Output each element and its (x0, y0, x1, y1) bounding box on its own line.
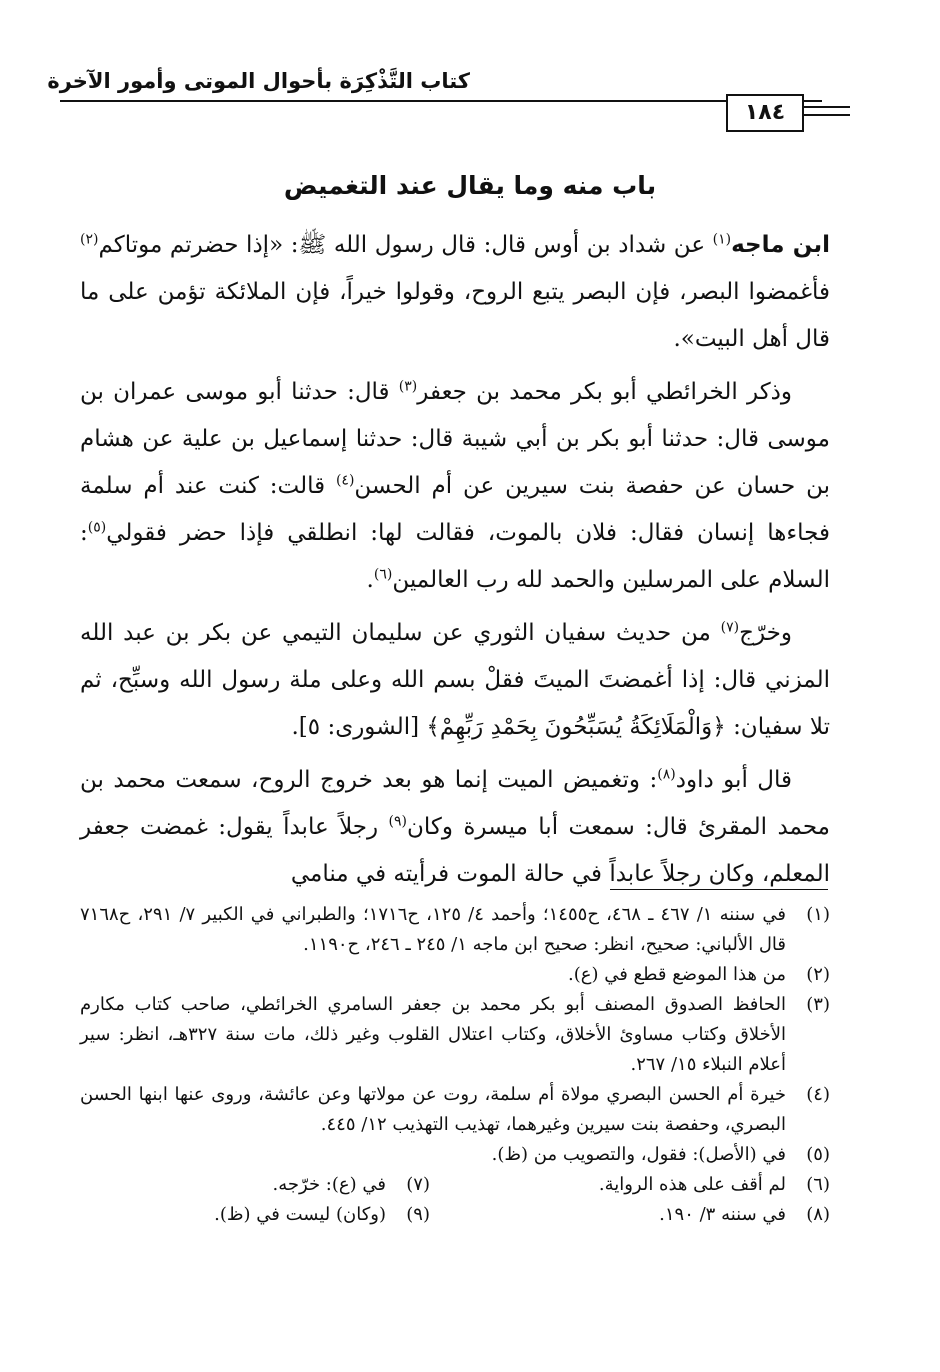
footnote-text: الحافظ الصدوق المصنف أبو بكر محمد بن جعفر السامري الخرائطي، صاحب كتاب مكارم الأخلاق وكتاب مساوئ الأخلاق، وكتاب اعتلال القلوب وغير ذلك، مات سنة ٣٢٧هـ، انظر: سير أعلام النبلاء ١٥/ ٢٦٧. (80, 994, 786, 1075)
footnote-number: (٩) (406, 1204, 430, 1225)
footnote-text: لم أقف على هذه الرواية. (598, 1174, 786, 1195)
footnote-marker: (٤) (335, 472, 355, 489)
paragraph-text: من حديث سفيان الثوري عن سليمان التيمي عن بكر بن عبد الله المزني قال: إذا أغمضتَ الميتَ فقلْ بسم الله وعلى ملة رسول الله وسبِّح، ثم تلا سفيان: ﴿وَالْمَلَائِكَةُ يُسَبِّحُونَ بِحَمْدِ رَبِّهِمْ﴾ [الشورى: ٥]. (80, 620, 830, 740)
footnote-pair-row (80, 1200, 830, 1230)
footnote-number: (٤) (806, 1084, 830, 1105)
header-rule (60, 100, 822, 102)
footnote-number: (٨) (806, 1204, 830, 1225)
paragraph-text: فأغمضوا البصر، فإن البصر يتبع الروح، وقولوا خيراً، فإن الملائكة تؤمن على ما قال أهل البيت». (80, 279, 830, 352)
page-number-ornament-line (802, 106, 850, 108)
footnote-number: (٣) (806, 994, 830, 1015)
footnote (80, 1170, 430, 1200)
footnote (430, 1170, 830, 1200)
footnote (80, 990, 830, 1080)
paragraph-text: : وتغميض الميت إنما هو بعد خروج الروح، سمعت محمد بن محمد المقرئ قال: سمعت أبا ميسرة وكان (80, 767, 830, 840)
page-number: ١٨٤ (726, 94, 804, 132)
paragraph-text: قال أبو داود (675, 767, 792, 793)
footnote (430, 1200, 830, 1230)
footnote-marker: (٩) (388, 813, 408, 830)
footnote-number: (٧) (406, 1174, 430, 1195)
footnote-text: من هذا الموضع قطع في (ع). (567, 964, 786, 985)
footnote-text: خيرة أم الحسن البصري مولاة أم سلمة، روت عن مولاتها وعن عائشة، وروى عنها ابنها الحسن البصري، وحفصة بنت سيرين وغيرهما، تهذيب التهذيب ١٢/ ٤٤٥. (80, 1084, 786, 1135)
footnote-pair-row (80, 1170, 830, 1200)
paragraph-text: عن شداد بن أوس قال: قال رسول الله ﷺ: «إذا حضرتم موتاكم (98, 232, 713, 258)
body-paragraph (80, 369, 830, 604)
footnote-separator (610, 889, 828, 890)
paragraph-text: قالت: كنت عند أم سلمة فجاءها إنسان فقال: فلان بالموت، فقالت لها: انطلقي فإذا حضر فقولي (80, 473, 830, 546)
footnotes (80, 900, 830, 1230)
paragraph-text: وذكر الخرائطي أبو بكر محمد بن جعفر (417, 379, 793, 405)
footnote-marker: (٥) (87, 519, 107, 536)
footnote-number: (٢) (806, 964, 830, 985)
paragraph-lead-name: ابن ماجه (731, 232, 830, 258)
footnote (80, 1200, 430, 1230)
footnote-text: في (ع): خرّجه. (272, 1174, 386, 1195)
running-header-title: كتاب التَّذْكِرَة بأحوال الموتى وأمور الآخرة (47, 69, 470, 93)
footnote-text: في سننه ٣/ ١٩٠. (659, 1204, 786, 1225)
footnote-number: (٥) (806, 1144, 830, 1165)
footnote-marker: (٨) (657, 766, 676, 783)
footnote-number: (١) (806, 904, 830, 925)
paragraph-text: رجلاً عابداً يقول: غمضت جعفر المعلم، وكان رجلاً عابداً في حالة الموت فرأيته في منامي (80, 814, 830, 887)
paragraph-text: : السلام على المرسلين والحمد لله رب العالمين (80, 520, 830, 593)
footnote-marker: (١) (712, 231, 732, 248)
footnote-marker: (٧) (720, 619, 740, 636)
body-paragraph (80, 757, 830, 898)
footnote (80, 960, 830, 990)
footnote-marker: (٢) (80, 231, 99, 248)
body-paragraph (80, 610, 830, 751)
footnote (80, 1080, 830, 1140)
footnote (80, 900, 830, 960)
footnote-text: (وكان) ليست في (ظ). (214, 1204, 386, 1225)
paragraph-text: قال: حدثنا أبو موسى عمران بن موسى قال: حدثنا أبو بكر بن أبي شيبة قال: حدثنا إسماعيل بن علية عن هشام بن حسان عن حفصة بنت سيرين عن أم الحسن (80, 379, 830, 499)
chapter-title: باب منه وما يقال عند التغميض (283, 171, 657, 200)
page-number-ornament-line (802, 114, 850, 116)
footnote-number: (٦) (806, 1174, 830, 1195)
main-text (80, 222, 830, 904)
paragraph-text: . (366, 567, 374, 593)
footnote-text: في (الأصل): فقول، والتصويب من (ظ). (491, 1144, 786, 1165)
body-paragraph (80, 222, 830, 363)
footnote (80, 1140, 830, 1170)
footnote-text: في سننه ١/ ٤٦٧ ـ ٤٦٨، ح١٤٥٥؛ وأحمد ٤/ ١٢٥، ح١٧١٦؛ والطبراني في الكبير ٧/ ٢٩١، ح٧١٦٨ قال الألباني: صحيح، انظر: صحيح ابن ماجه ١/ ٢٤٥ ـ ٢٤٦، ح١١٩٠. (80, 904, 786, 955)
paragraph-text: وخرّج (739, 620, 792, 646)
footnote-marker: (٦) (373, 566, 393, 583)
footnote-marker: (٣) (398, 378, 418, 395)
